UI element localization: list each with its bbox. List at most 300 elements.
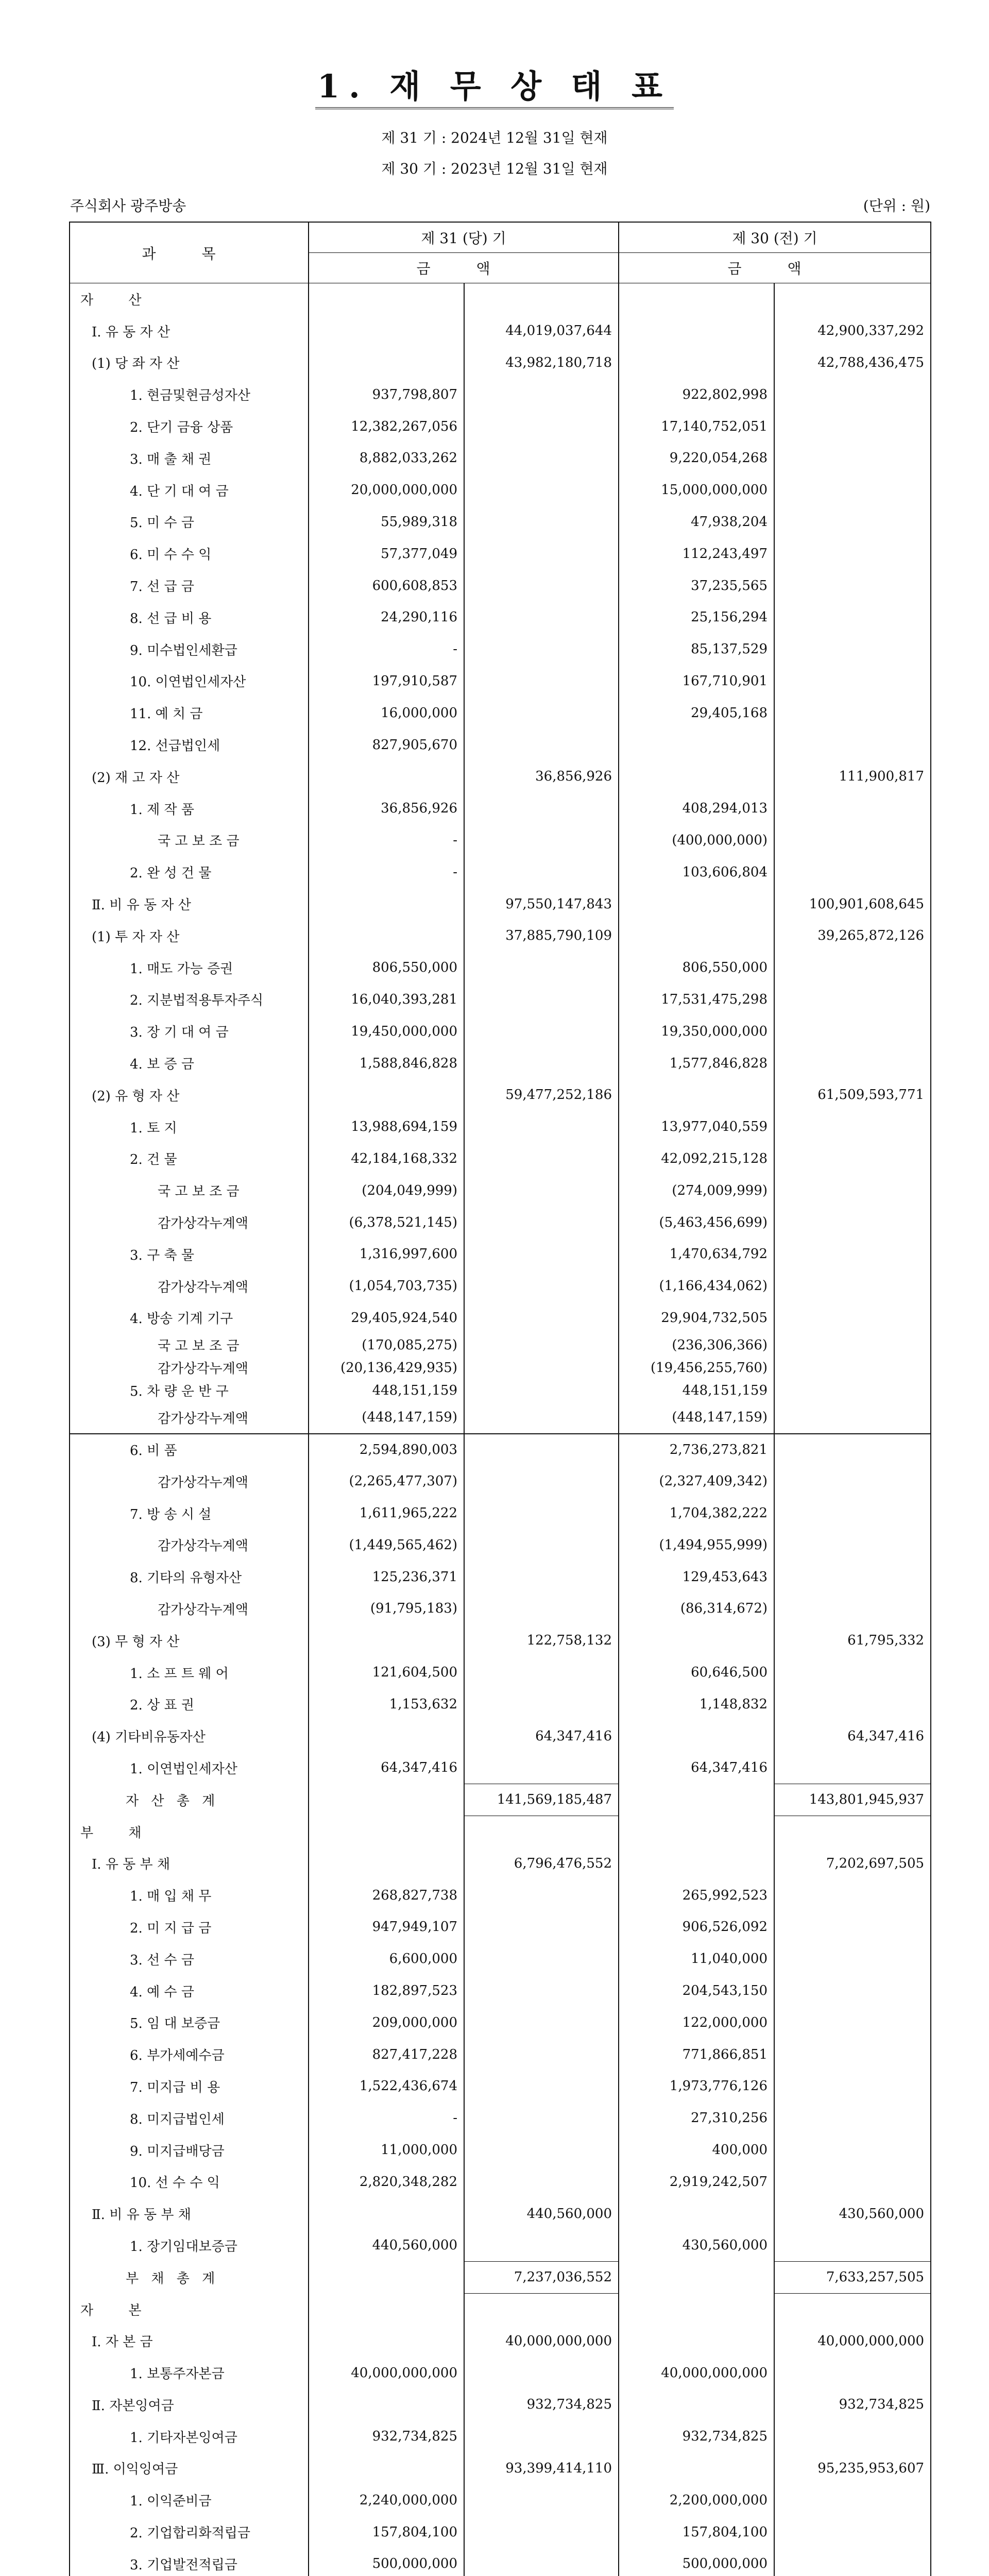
amount-cell (774, 2230, 931, 2262)
amount-cell: 2,594,890,003 (309, 1434, 464, 1466)
amount-cell: 19,350,000,000 (619, 1015, 774, 1047)
amount-cell (309, 1784, 464, 1816)
amount-cell: 25,156,294 (619, 601, 774, 633)
account-label: 11. 예 치 금 (70, 697, 309, 729)
table-row (70, 760, 931, 792)
amount-cell (464, 1111, 619, 1143)
table-row (70, 570, 931, 602)
amount-cell (309, 347, 464, 379)
table-row (70, 347, 931, 379)
amount-cell: (2,327,409,342) (619, 1465, 774, 1497)
amount-cell: 13,988,694,159 (309, 1111, 464, 1143)
amount-cell (464, 697, 619, 729)
table-row (70, 1624, 931, 1656)
amount-cell: 448,151,159 (619, 1379, 774, 1402)
amount-cell (774, 1238, 931, 1270)
amount-cell: 17,531,475,298 (619, 984, 774, 1015)
account-label: (4) 기타비유동자산 (70, 1720, 309, 1752)
amount-cell (619, 347, 774, 379)
table-row (70, 1047, 931, 1079)
account-label: 감가상각누계액 (70, 1402, 309, 1434)
table-body (70, 283, 931, 2576)
previous-period-header: 제 30 (전) 기 (619, 222, 931, 253)
amount-cell: 7,633,257,505 (774, 2261, 931, 2293)
table-row (70, 442, 931, 474)
amount-cell (464, 1943, 619, 1975)
current-period-header: 제 31 (당) 기 (309, 222, 619, 253)
amount-cell (309, 760, 464, 792)
amount-cell: 57,377,049 (309, 538, 464, 570)
amount-cell (619, 315, 774, 347)
table-row (70, 824, 931, 856)
amount-cell (619, 2261, 774, 2293)
table-row (70, 1943, 931, 1975)
amount-cell: 43,982,180,718 (464, 347, 619, 379)
amount-cell: 500,000,000 (309, 2548, 464, 2576)
table-row (70, 856, 931, 888)
account-label: (2) 재 고 자 산 (70, 760, 309, 792)
amount-cell (464, 2166, 619, 2198)
amount-cell (774, 506, 931, 538)
amount-cell: 600,608,853 (309, 570, 464, 602)
table-row (70, 1529, 931, 1561)
amount-cell: 121,604,500 (309, 1656, 464, 1688)
amount-cell (464, 1593, 619, 1625)
table-row (70, 1302, 931, 1334)
account-label: Ⅱ. 자본잉여금 (70, 2389, 309, 2421)
amount-cell: 448,151,159 (309, 1379, 464, 1402)
account-label: 감가상각누계액 (70, 1593, 309, 1625)
amount-cell: 59,477,252,186 (464, 1079, 619, 1111)
amount-cell (774, 1975, 931, 2007)
amount-cell (464, 633, 619, 665)
table-row (70, 1175, 931, 1207)
amount-cell (309, 888, 464, 920)
table-row (70, 2548, 931, 2576)
amount-cell: 40,000,000,000 (619, 2357, 774, 2389)
amount-cell: - (309, 2102, 464, 2134)
amount-cell (774, 984, 931, 1015)
amount-cell: 771,866,851 (619, 2039, 774, 2071)
table-row (70, 1402, 931, 1434)
amount-cell: 11,000,000 (309, 2134, 464, 2166)
amount-cell: 430,560,000 (619, 2230, 774, 2262)
amount-cell: - (309, 824, 464, 856)
amount-cell (774, 2293, 931, 2325)
table-row (70, 1270, 931, 1302)
amount-cell (619, 1624, 774, 1656)
amount-cell (464, 1561, 619, 1593)
amount-cell (774, 474, 931, 506)
amount-cell: 40,000,000,000 (309, 2357, 464, 2389)
amount-cell: (2,265,477,307) (309, 1465, 464, 1497)
table-row (70, 1561, 931, 1593)
unit-label: (단위 : 원) (863, 197, 930, 214)
amount-cell: (170,085,275) (309, 1334, 464, 1357)
amount-cell (774, 601, 931, 633)
amount-cell: 440,560,000 (309, 2230, 464, 2262)
account-label: 7. 미지급 비 용 (70, 2071, 309, 2103)
table-row (70, 1656, 931, 1688)
amount-cell: (400,000,000) (619, 824, 774, 856)
amount-cell: 29,405,168 (619, 697, 774, 729)
account-label: 감가상각누계액 (70, 1207, 309, 1239)
amount-cell (464, 601, 619, 633)
account-label: Ⅲ. 이익잉여금 (70, 2452, 309, 2484)
amount-cell: 64,347,416 (464, 1720, 619, 1752)
amount-cell (774, 1379, 931, 1402)
amount-cell (619, 2389, 774, 2421)
amount-cell (774, 1465, 931, 1497)
amount-cell: 37,885,790,109 (464, 920, 619, 952)
amount-cell (619, 1816, 774, 1848)
table-row (70, 984, 931, 1015)
amount-cell (464, 729, 619, 761)
amount-cell: 265,992,523 (619, 1879, 774, 1911)
account-label: 6. 비 품 (70, 1434, 309, 1466)
amount-cell (464, 2230, 619, 2262)
company-name: 주식회사 광주방송 (70, 197, 186, 214)
amount-cell: 922,802,998 (619, 379, 774, 411)
amount-cell: 16,040,393,281 (309, 984, 464, 1015)
amount-cell (774, 442, 931, 474)
amount-cell (464, 283, 619, 315)
amount-cell (774, 697, 931, 729)
amount-cell (309, 2261, 464, 2293)
amount-cell: 1,153,632 (309, 1688, 464, 1720)
amount-cell: 2,919,242,507 (619, 2166, 774, 2198)
balance-sheet-table (69, 222, 931, 2576)
amount-cell (464, 1379, 619, 1402)
amount-cell: 20,000,000,000 (309, 474, 464, 506)
amount-cell (464, 1434, 619, 1466)
amount-cell: 1,577,846,828 (619, 1047, 774, 1079)
table-row (70, 2389, 931, 2421)
amount-cell (464, 2357, 619, 2389)
amount-cell: 129,453,643 (619, 1561, 774, 1593)
account-label: 2. 기업합리화적립금 (70, 2516, 309, 2548)
amount-cell (464, 792, 619, 824)
amount-cell (464, 2484, 619, 2516)
account-label: (2) 유 형 자 산 (70, 1079, 309, 1111)
account-label: (3) 무 형 자 산 (70, 1624, 309, 1656)
account-header: 과 목 (70, 222, 309, 283)
amount-cell (774, 283, 931, 315)
table-row (70, 1357, 931, 1379)
amount-cell (774, 1334, 931, 1357)
account-label: Ⅱ. 비 유 동 자 산 (70, 888, 309, 920)
amount-cell: 19,450,000,000 (309, 1015, 464, 1047)
amount-cell: 29,405,924,540 (309, 1302, 464, 1334)
account-label: 2. 상 표 권 (70, 1688, 309, 1720)
amount-cell: 7,237,036,552 (464, 2261, 619, 2293)
amount-cell: 937,798,807 (309, 379, 464, 411)
account-label: 1. 소 프 트 웨 어 (70, 1656, 309, 1688)
amount-cell (464, 1911, 619, 1943)
amount-cell (309, 2389, 464, 2421)
account-label: 1. 이익준비금 (70, 2484, 309, 2516)
amount-cell (774, 2516, 931, 2548)
table-row (70, 1434, 931, 1466)
account-label: 7. 선 급 금 (70, 570, 309, 602)
table-row (70, 1879, 931, 1911)
account-label: 2. 완 성 건 물 (70, 856, 309, 888)
amount-cell: 61,795,332 (774, 1624, 931, 1656)
amount-cell (774, 538, 931, 570)
amount-cell: 16,000,000 (309, 697, 464, 729)
amount-cell (774, 1497, 931, 1529)
account-label: 8. 미지급법인세 (70, 2102, 309, 2134)
amount-cell: (91,795,183) (309, 1593, 464, 1625)
amount-cell: 932,734,825 (309, 2420, 464, 2452)
amount-cell: 209,000,000 (309, 2007, 464, 2039)
table-row (70, 2071, 931, 2103)
amount-cell (619, 920, 774, 952)
amount-cell: 8,882,033,262 (309, 442, 464, 474)
amount-cell (464, 2516, 619, 2548)
amount-cell: 36,856,926 (464, 760, 619, 792)
table-row (70, 2166, 931, 2198)
table-row (70, 1975, 931, 2007)
amount-cell (464, 824, 619, 856)
amount-cell (774, 2039, 931, 2071)
amount-cell (464, 2134, 619, 2166)
table-row (70, 283, 931, 315)
account-label: 1. 토 지 (70, 1111, 309, 1143)
amount-cell: (6,378,521,145) (309, 1207, 464, 1239)
account-label: 감가상각누계액 (70, 1270, 309, 1302)
amount-cell: 9,220,054,268 (619, 442, 774, 474)
amount-cell: 112,243,497 (619, 538, 774, 570)
amount-cell (464, 442, 619, 474)
table-row (70, 315, 931, 347)
amount-cell (464, 379, 619, 411)
table-row (70, 2484, 931, 2516)
amount-cell (774, 952, 931, 984)
table-row (70, 1688, 931, 1720)
account-label: 8. 선 급 비 용 (70, 601, 309, 633)
amount-cell (774, 665, 931, 697)
table-row (70, 601, 931, 633)
amount-cell: 95,235,953,607 (774, 2452, 931, 2484)
amount-cell: - (309, 856, 464, 888)
amount-cell (619, 2293, 774, 2325)
account-label: 12. 선급법인세 (70, 729, 309, 761)
amount-cell (774, 1357, 931, 1379)
account-label: 자 산 총 계 (70, 1784, 309, 1816)
amount-cell (464, 856, 619, 888)
amount-cell (464, 2039, 619, 2071)
table-row (70, 2039, 931, 2071)
amount-cell (774, 1047, 931, 1079)
account-label: 10. 선 수 수 익 (70, 2166, 309, 2198)
table-row (70, 1816, 931, 1848)
table-row (70, 2516, 931, 2548)
amount-cell: 827,905,670 (309, 729, 464, 761)
account-label: 1. 기타자본잉여금 (70, 2420, 309, 2452)
amount-cell (774, 1593, 931, 1625)
amount-cell: 2,240,000,000 (309, 2484, 464, 2516)
account-label: 부 채 총 계 (70, 2261, 309, 2293)
amount-cell: 806,550,000 (619, 952, 774, 984)
table-row (70, 729, 931, 761)
account-label: 감가상각누계액 (70, 1529, 309, 1561)
account-label: 2. 미 지 급 금 (70, 1911, 309, 1943)
amount-cell (774, 1879, 931, 1911)
table-row (70, 1079, 931, 1111)
amount-cell (774, 2548, 931, 2576)
account-label: 1. 현금및현금성자산 (70, 379, 309, 411)
table-row (70, 2420, 931, 2452)
account-label: 3. 구 축 물 (70, 1238, 309, 1270)
account-label: 1. 보통주자본금 (70, 2357, 309, 2389)
amount-cell (309, 315, 464, 347)
amount-cell: 64,347,416 (774, 1720, 931, 1752)
account-label: Ⅰ. 자 본 금 (70, 2325, 309, 2357)
amount-cell: 932,734,825 (619, 2420, 774, 2452)
amount-cell: 11,040,000 (619, 1943, 774, 1975)
amount-cell (774, 1816, 931, 1848)
amount-cell: 60,646,500 (619, 1656, 774, 1688)
table-row (70, 1238, 931, 1270)
amount-cell: 17,140,752,051 (619, 411, 774, 443)
previous-amount-header: 금 액 (619, 253, 931, 283)
account-label: 6. 미 수 수 익 (70, 538, 309, 570)
amount-cell (774, 1402, 931, 1434)
amount-cell: 143,801,945,937 (774, 1784, 931, 1816)
amount-cell (309, 1816, 464, 1848)
amount-cell (464, 1302, 619, 1334)
amount-cell: 2,736,273,821 (619, 1434, 774, 1466)
amount-cell (464, 1497, 619, 1529)
amount-cell: 12,382,267,056 (309, 411, 464, 443)
amount-cell: 827,417,228 (309, 2039, 464, 2071)
amount-cell (464, 570, 619, 602)
amount-cell (464, 984, 619, 1015)
amount-cell: 97,550,147,843 (464, 888, 619, 920)
account-label: 감가상각누계액 (70, 1465, 309, 1497)
amount-cell (309, 920, 464, 952)
table-row (70, 1143, 931, 1175)
amount-cell (619, 2325, 774, 2357)
amount-cell (464, 1047, 619, 1079)
amount-cell: 440,560,000 (464, 2198, 619, 2230)
table-row (70, 665, 931, 697)
amount-cell: 932,734,825 (774, 2389, 931, 2421)
account-label: 4. 방송 기계 기구 (70, 1302, 309, 1334)
amount-cell: 61,509,593,771 (774, 1079, 931, 1111)
amount-cell: 27,310,256 (619, 2102, 774, 2134)
amount-cell (774, 2357, 931, 2389)
amount-cell: 500,000,000 (619, 2548, 774, 2576)
amount-cell: 55,989,318 (309, 506, 464, 538)
table-row (70, 1015, 931, 1047)
amount-cell (774, 2007, 931, 2039)
amount-cell (464, 2548, 619, 2576)
account-label: 4. 단 기 대 여 금 (70, 474, 309, 506)
amount-cell (619, 1848, 774, 1879)
amount-cell (464, 1270, 619, 1302)
amount-cell (774, 2134, 931, 2166)
amount-cell: 100,901,608,645 (774, 888, 931, 920)
amount-cell: 125,236,371 (309, 1561, 464, 1593)
amount-cell: 24,290,116 (309, 601, 464, 633)
table-row (70, 1207, 931, 1239)
account-label: 8. 기타의 유형자산 (70, 1561, 309, 1593)
amount-cell (774, 1561, 931, 1593)
amount-cell (464, 2102, 619, 2134)
amount-cell: 103,606,804 (619, 856, 774, 888)
amount-cell (774, 2420, 931, 2452)
amount-cell: 408,294,013 (619, 792, 774, 824)
amount-cell: 2,820,348,282 (309, 2166, 464, 2198)
amount-cell: 64,347,416 (309, 1752, 464, 1784)
amount-cell (774, 570, 931, 602)
amount-cell (774, 2102, 931, 2134)
amount-cell (774, 1752, 931, 1784)
amount-cell: 7,202,697,505 (774, 1848, 931, 1879)
amount-cell (464, 952, 619, 984)
account-label: 7. 방 송 시 설 (70, 1497, 309, 1529)
amount-cell: 1,316,997,600 (309, 1238, 464, 1270)
amount-cell: (20,136,429,935) (309, 1357, 464, 1379)
table-row (70, 2198, 931, 2230)
amount-cell (619, 2452, 774, 2484)
amount-cell: 40,000,000,000 (774, 2325, 931, 2357)
balance-sheet (69, 222, 930, 2576)
account-label: Ⅱ. 비 유 동 부 채 (70, 2198, 309, 2230)
account-label: 3. 선 수 금 (70, 1943, 309, 1975)
amount-cell (774, 1015, 931, 1047)
amount-cell: 37,235,565 (619, 570, 774, 602)
amount-cell: 40,000,000,000 (464, 2325, 619, 2357)
amount-cell: (1,494,955,999) (619, 1529, 774, 1561)
amount-cell (464, 1752, 619, 1784)
amount-cell: 1,611,965,222 (309, 1497, 464, 1529)
table-row (70, 952, 931, 984)
amount-cell (619, 1079, 774, 1111)
amount-cell: 182,897,523 (309, 1975, 464, 2007)
amount-cell (774, 1270, 931, 1302)
amount-cell (774, 1529, 931, 1561)
account-label: (1) 투 자 자 산 (70, 920, 309, 952)
amount-cell (464, 2007, 619, 2039)
amount-cell (619, 1720, 774, 1752)
amount-cell (774, 379, 931, 411)
table-row (70, 2102, 931, 2134)
table-row (70, 2357, 931, 2389)
amount-cell (619, 283, 774, 315)
amount-cell (464, 474, 619, 506)
amount-cell: 36,856,926 (309, 792, 464, 824)
amount-cell: 47,938,204 (619, 506, 774, 538)
amount-cell: 42,092,215,128 (619, 1143, 774, 1175)
amount-cell: 1,470,634,792 (619, 1238, 774, 1270)
amount-cell: 167,710,901 (619, 665, 774, 697)
table-row (70, 1848, 931, 1879)
table-row (70, 920, 931, 952)
amount-cell: 85,137,529 (619, 633, 774, 665)
account-label: 5. 차 량 운 반 구 (70, 1379, 309, 1402)
amount-cell: 947,949,107 (309, 1911, 464, 1943)
account-label: 3. 기업발전적립금 (70, 2548, 309, 2576)
table-row (70, 1334, 931, 1357)
amount-cell: 44,019,037,644 (464, 315, 619, 347)
table-row (70, 379, 931, 411)
account-label: Ⅰ. 유 동 자 산 (70, 315, 309, 347)
table-row (70, 1720, 931, 1752)
account-label: 2. 지분법적용투자주식 (70, 984, 309, 1015)
